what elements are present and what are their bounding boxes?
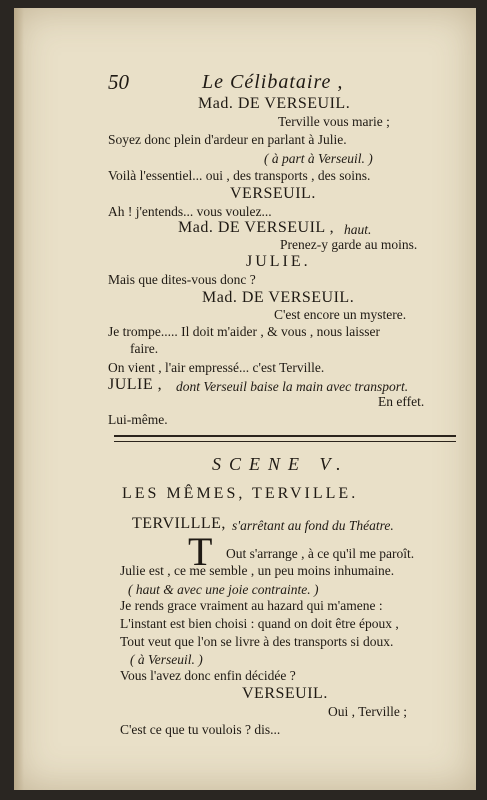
- verse-line: Je trompe..... Il doit m'aider , & vous , nous laisser: [108, 324, 381, 339]
- drop-cap: T: [188, 529, 213, 574]
- verse-line: Ah ! j'entends... vous voulez...: [108, 204, 272, 219]
- verse-line: En effet.: [378, 394, 425, 409]
- verse-line: Lui-même.: [108, 412, 168, 427]
- verse-line: Julie est , ce me semble , un peu moins inhumaine.: [120, 563, 395, 578]
- verse-line: Voilà l'essentiel... oui , des transports , des soins.: [108, 168, 371, 183]
- section-divider: [114, 435, 456, 442]
- stage-direction: ( haut & avec une joie contrainte. ): [128, 582, 319, 597]
- speaker-name: Mad. DE VERSEUIL.: [198, 95, 351, 112]
- verse-line: C'est encore un mystere.: [274, 307, 407, 322]
- verse-line: Soyez donc plein d'ardeur en parlant à Julie.: [108, 132, 347, 147]
- verse-line: Oui , Terville ;: [328, 704, 408, 719]
- verse-line: Prenez-y garde au moins.: [280, 237, 418, 252]
- speaker-name: JULIE.: [246, 253, 311, 270]
- verse-line: C'est ce que tu voulois ? dis...: [120, 722, 281, 737]
- verse-line: faire.: [130, 341, 159, 356]
- verse-line: On vient , l'air empressé... c'est Terville.: [108, 360, 325, 375]
- verse-line: Mais que dites-vous donc ?: [108, 272, 256, 287]
- verse-line: Terville vous marie ;: [278, 114, 390, 129]
- speaker-name: JULIE ,: [108, 376, 163, 393]
- stage-direction: s'arrêtant au fond du Théatre.: [232, 518, 394, 533]
- scene-title: SCENE V.: [212, 454, 349, 474]
- stage-direction: haut.: [344, 222, 372, 237]
- verse-line: Vous l'avez donc enfin décidée ?: [120, 668, 296, 683]
- book-page: [14, 8, 476, 790]
- page-number: 50: [108, 70, 129, 94]
- stage-direction: ( à part à Verseuil. ): [264, 151, 373, 166]
- page-gutter-shadow: [14, 8, 24, 790]
- speaker-name: TERVILLLE,: [132, 515, 226, 532]
- speaker-name: Mad. DE VERSEUIL ,: [178, 219, 335, 236]
- speaker-name: VERSEUIL.: [242, 685, 328, 702]
- running-title: Le Célibataire ,: [202, 71, 344, 93]
- speaker-name: Mad. DE VERSEUIL.: [202, 289, 355, 306]
- scene-characters: LES MÊMES, TERVILLE.: [122, 485, 359, 502]
- stage-direction: dont Verseuil baise la main avec transport.: [176, 379, 409, 394]
- verse-line: Je rends grace vraiment au hazard qui m'amene :: [120, 598, 383, 613]
- verse-line: L'instant est bien choisi : quand on doit être époux ,: [120, 616, 399, 631]
- verse-line: Out s'arrange , à ce qu'il me paroît.: [226, 546, 415, 561]
- speaker-name: VERSEUIL.: [230, 185, 316, 202]
- stage-direction: ( à Verseuil. ): [130, 652, 203, 667]
- verse-line: Tout veut que l'on se livre à des transports si doux.: [120, 634, 394, 649]
